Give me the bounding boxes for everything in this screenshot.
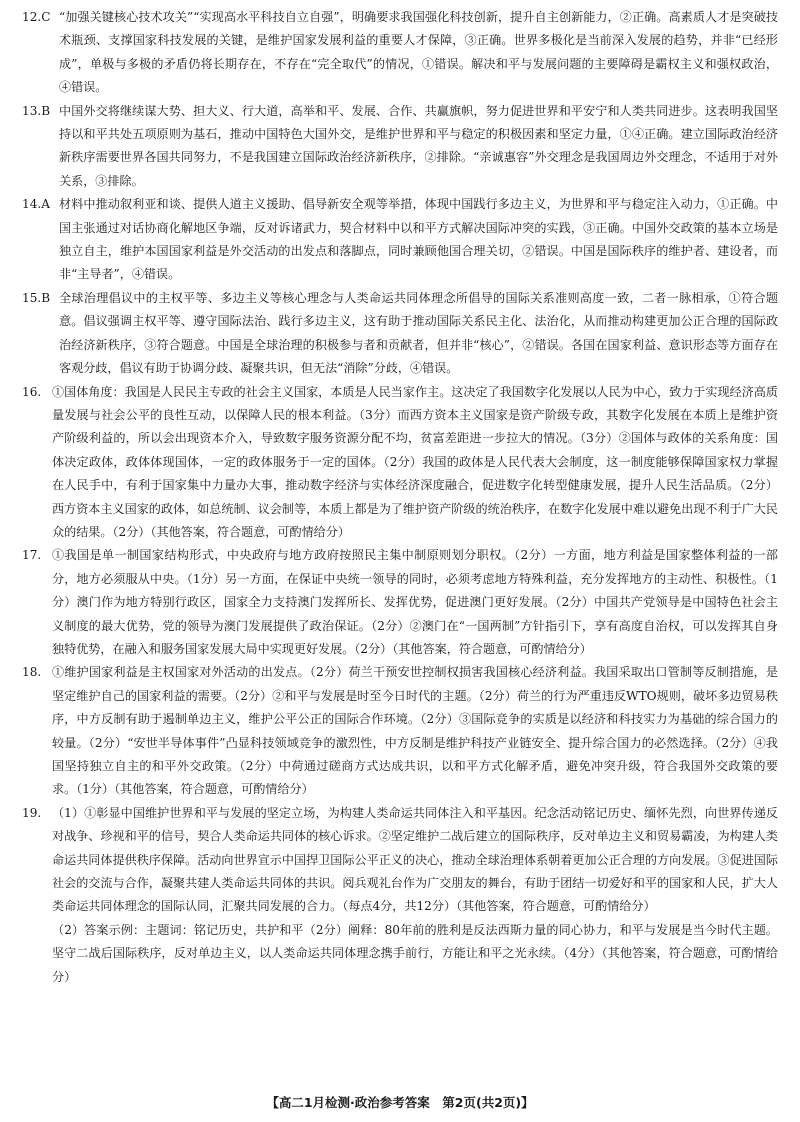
answer-paragraph: （1）①彰显中国维护世界和平与发展的坚定立场，为构建人类命运共同体注入和平基因。纪念活动铭记历史、缅怀先烈，向世界传递反对战争、珍视和平的信号，契合人类命运共同体的核心诉求。②坚定维护二战后建立的国际秩序，反对单边主义和贸易霸凌，为构建人类命运共同体提供秩序保障。活动向世界宣示中国捍卫国际公平正义的决心，推动全球治理体系朝着更加公正合理的方向发展。③促进国际社会的交流与合作，凝聚共建人类命运共同体的共识。阅兵观礼台作为广交朋友的舞台，有助于团结一切爱好和平的国家和人民，扩大人类命运共同体理念的国际认同，汇聚共同发展的合力。（每点4分，共12分）（其他答案，符合题意，可酌情给分） [52,805,778,914]
answer-body [59,193,778,287]
answer-number: 17. [22,548,42,563]
answer-15 [22,287,778,381]
answer-number: 13.B [22,103,51,118]
answer-number: 18. [22,665,42,680]
answer-17 [22,544,778,661]
answer-paragraph: 全球治理倡议中的主权平等、多边主义等核心理念与人类命运共同体理念所倡导的国际关系准则高度一致，二者一脉相承，①符合题意。倡议强调主权平等、遵守国际法治、践行多边主义，这有助于推动国际关系民主化、法治化，从而推动构建更加公正合理的国际政治经济新秩序，③符合题意。中国是全球治理的积极参与者和贡献者，但并非“核心”，②错误。各国在国家利益、意识形态等方面存在客观分歧，倡议有助于协调分歧、凝聚共识，但无法“消除”分歧，④错误。 [59,290,778,376]
answer-paragraph: “加强关键核心技术攻关”“实现高水平科技自立自强”，明确要求我国强化科技创新，提升自主创新能力，②正确。高素质人才是突破技术瓶颈、支撑国家科技发展的关键，是维护国家发展利益的重要人才保障，③正确。世界多极化是当前深入发展的趋势，并非“已经形成”，单极与多极的矛盾仍将长期存在，不存在“完全取代”的情况，①错误。解决和平与发展问题的主要障碍是霸权主义和强权政治，④错误。 [59,10,778,95]
answer-number: 12.C [22,10,51,24]
answer-number: 19. [22,805,42,820]
answer-paragraph: ①维护国家利益是主权国家对外活动的出发点。（2分）荷兰干预安世控制权损害我国核心经济利益。我国采取出口管制等反制措施，是坚定维护自己的国家利益的需要。（2分）②和平与发展是时至今日时代的主题。（2分）荷兰的行为严重违反WTO规则，破坏多边贸易秩序，中方反制有助于遏制单边主义，维护公平公正的国际合作环境。（2分）③国际竞争的实质是以经济和科技实力为基础的综合国力的较量。（2分）“安世半导体事件”凸显科技领域竞争的激烈性，中方反制是维护科技产业链安全、提升综合国力的必然选择。（2分）④我国坚持独立自主的和平外交政策。（2分）中荷通过磋商方式达成共识，以和平方式化解矛盾，避免冲突升级，符合我国外交政策的要求。（1分）（其他答案，符合题意，可酌情给分） [52,665,778,797]
answer-body [59,287,778,381]
answer-body [52,544,778,661]
answer-number: 15.B [22,290,51,305]
answer-18 [22,661,778,801]
answer-body [52,802,778,989]
answer-paragraph: ①我国是单一制国家结构形式，中央政府与地方政府按照民主集中制原则划分职权。（2分）一方面，地方利益是国家整体利益的一部分，地方必须服从中央。（1分）另一方面，在保证中央统一领导的同时，必须考虑地方特殊利益，充分发挥地方的主动性、积极性。（1分）澳门作为地方特别行政区，国家全力支持澳门发挥所长、发挥优势，促进澳门更好发展。（2分）中国共产党领导是中国特色社会主义制度的最大优势，党的领导为澳门发展提供了政治保证。（2分）②澳门在“一国两制”方针指引下，享有高度自治权，可以发挥其自身独特优势，在融入和服务国家发展大局中实现更好发展。（2分）（其他答案，符合题意，可酌情给分） [52,548,778,656]
answer-number: 16. [22,384,42,399]
answer-13 [22,100,778,194]
answer-body [52,381,778,545]
answer-12 [22,6,778,100]
answer-19 [22,802,778,989]
page-footer: 【高二1月检测·政治参考答案 第2页(共2页)】 [266,1095,534,1110]
answer-body [59,6,778,100]
answer-paragraph: 材料中推动叙利亚和谈、提供人道主义援助、倡导新安全观等举措，体现中国践行多边主义，为世界和平与稳定注入动力，①正确。中国主张通过对话协商化解地区争端，反对诉诸武力，契合材料中以和平方式解决国际冲突的实践，③正确。中国外交政策的基本立场是独立自主，维护本国国家利益是外交活动的出发点和落脚点，同时兼顾他国合理关切，②错误。中国是国际秩序的维护者、建设者，而非“主导者”，④错误。 [59,197,778,282]
answer-body [59,100,778,194]
answer-body [52,661,778,801]
answer-14 [22,193,778,287]
answer-number: 14.A [22,197,50,212]
answer-paragraph: ①国体角度：我国是人民民主专政的社会主义国家，本质是人民当家作主。这决定了我国数字化发展以人民为中心，致力于实现经济高质量发展与社会公平的良性互动，以保障人民的根本利益。（3分）而西方资本主义国家是资产阶级专政，其数字化发展在本质上是维护资产阶级利益的，所以会出现资本介入，导致数字服务资源分配不均，贫富差距进一步拉大的情况。（3分）②国体与政体的关系角度：国体决定政体，政体体现国体，一定的政体服务于一定的国体。（2分）我国的政体是人民代表大会制度，这一制度能够保障国家权力掌握在人民手中，有利于国家集中力量办大事，推动数字经济与实体经济深度融合，促进数字化转型健康发展，提升人民生活品质。（2分）西方资本主义国家的政体，如总统制、议会制等，本质上都是为了维护资产阶级的统治秩序，在数字化发展中难以避免出现不利于广大民众的结果。（2分）（其他答案，符合题意，可酌情给分） [52,384,778,539]
answer-paragraph: 中国外交将继续谋大势、担大义、行大道，高举和平、发展、合作、共赢旗帜，努力促进世界和平安宁和人类共同进步。这表明我国坚持以和平共处五项原则为基石，推动中国特色大国外交，是维护世界和平与稳定的积极因素和坚定力量，①④正确。建立国际政治经济新秩序需要世界各国共同努力，不是我国建立国际政治经济新秩序，②排除。“亲诚惠容”外交理念是我国周边外交理念，不适用于对外关系，③排除。 [59,103,778,188]
answer-16 [22,381,778,545]
answer-paragraph: （2）答案示例：主题词：铭记历史，共护和平（2分）阐释：80年前的胜利是反法西斯力量的同心协力，和平与发展是当今时代主题。坚守二战后国际秩序，反对单边主义，以人类命运共同体理念携手前行，方能让和平之光永续。（4分）（其他答案，符合题意，可酌情给分） [52,922,778,984]
